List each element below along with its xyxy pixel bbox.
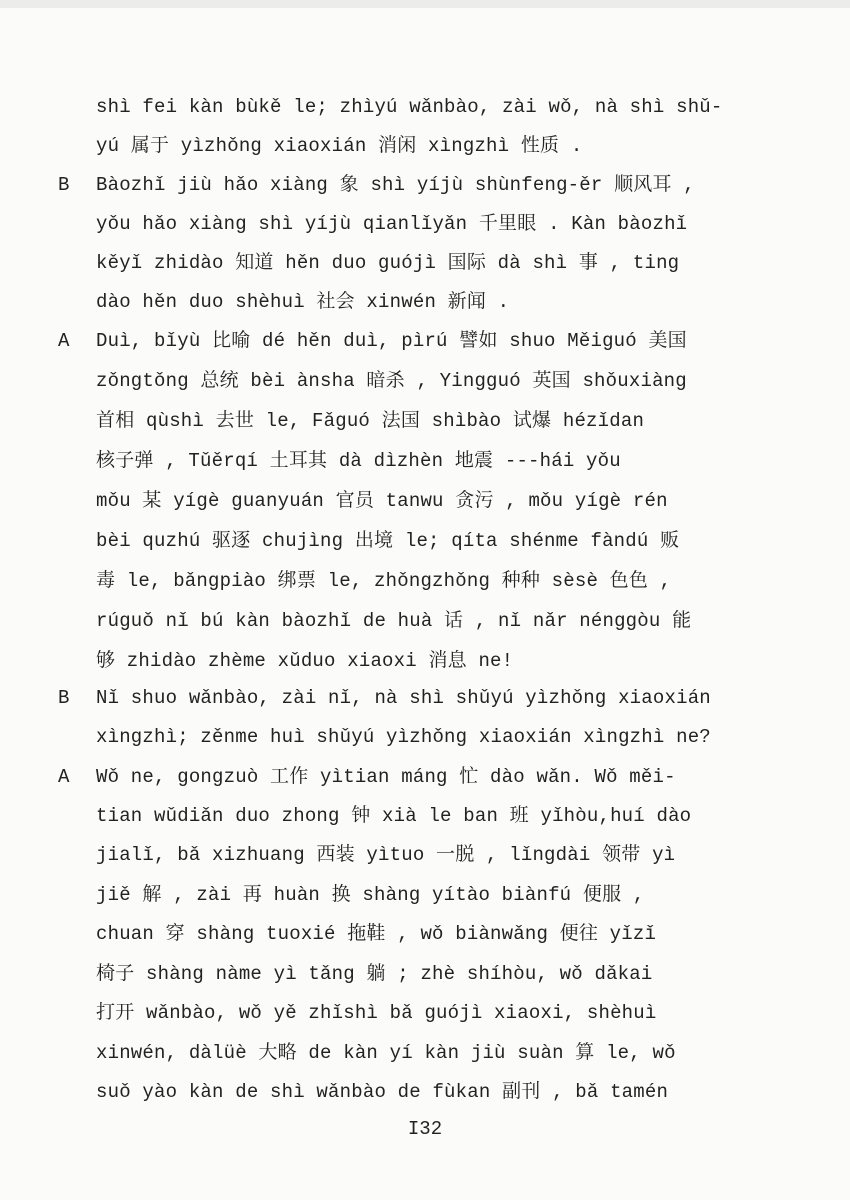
text-line: 打开 wǎnbào, wǒ yě zhǐshì bǎ guójì xiaoxi, shèhuì [96, 1002, 657, 1024]
speaker-label: B [58, 687, 70, 709]
speaker-label: A [58, 766, 70, 788]
scan-edge [0, 0, 850, 8]
text-line: jiě 解 , zài 再 huàn 换 shàng yítào biànfú 便服 , [96, 884, 645, 906]
text-line: Wǒ ne, gongzuò 工作 yìtian máng 忙 dào wǎn. Wǒ měi- [96, 766, 676, 788]
text-line: 椅子 shàng nàme yì tǎng 躺 ; zhè shíhòu, wǒ dǎkai [96, 963, 653, 985]
text-line: shì fei kàn bùkě le; zhìyú wǎnbào, zài wǒ, nà shì shǔ- [96, 96, 723, 118]
text-line: 毒 le, bǎngpiào 绑票 le, zhǒngzhǒng 种种 sèsè 色色 , [96, 570, 672, 592]
text-line: Bàozhǐ jiù hǎo xiàng 象 shì yíjù shùnfeng-ěr 顺风耳 , [96, 174, 695, 196]
text-line: jialǐ, bǎ xizhuang 西装 yìtuo 一脱 , lǐngdài 领带 yì [96, 844, 676, 866]
text-line: bèi quzhú 驱逐 chujìng 出境 le; qíta shénme fàndú 贩 [96, 530, 680, 552]
text-line: mǒu 某 yígè guanyuán 官员 tanwu 贪污 , mǒu yígè rén [96, 490, 668, 512]
text-line: Duì, bǐyù 比喻 dé hěn duì, pìrú 譬如 shuo Měiguó 美国 [96, 330, 687, 352]
speaker-label: B [58, 174, 70, 196]
text-line: xìngzhì; zěnme huì shǔyú yìzhǒng xiaoxián xìngzhì ne? [96, 726, 711, 748]
text-line: 核子弹 , Tǔěrqí 土耳其 dà dìzhèn 地震 ---hái yǒu [96, 450, 621, 472]
text-line: yǒu hǎo xiàng shì yíjù qianlǐyǎn 千里眼 . Kàn bàozhǐ [96, 213, 688, 235]
text-line: kěyǐ zhidào 知道 hěn duo guójì 国际 dà shì 事 , ting [96, 252, 680, 274]
page-number: I32 [407, 1118, 443, 1140]
text-line: Nǐ shuo wǎnbào, zài nǐ, nà shì shǔyú yìzhǒng xiaoxián [96, 687, 711, 709]
text-line: zǒngtǒng 总统 bèi ànsha 暗杀 , Yingguó 英国 shǒuxiàng [96, 370, 687, 392]
speaker-label: A [58, 330, 70, 352]
text-line: rúguǒ nǐ bú kàn bàozhǐ de huà 话 , nǐ nǎr nénggòu 能 [96, 610, 692, 632]
text-line: 够 zhidào zhème xǔduo xiaoxi 消息 ne! [96, 650, 514, 672]
text-line: dào hěn duo shèhuì 社会 xinwén 新闻 . [96, 291, 510, 313]
text-line: xinwén, dàlüè 大略 de kàn yí kàn jiù suàn 算 le, wǒ [96, 1042, 676, 1064]
text-line: suǒ yào kàn de shì wǎnbào de fùkan 副刊 , bǎ tamén [96, 1081, 669, 1103]
text-line: chuan 穿 shàng tuoxié 拖鞋 , wǒ biànwǎng 便往 yǐzǐ [96, 923, 657, 945]
text-line: tian wǔdiǎn duo zhong 钟 xià le ban 班 yǐhòu,huí dào [96, 805, 692, 827]
text-line: 首相 qùshì 去世 le, Fǎguó 法国 shìbào 试爆 hézǐdan [96, 410, 645, 432]
text-line: yú 属于 yìzhǒng xiaoxián 消闲 xìngzhì 性质 . [96, 135, 583, 157]
